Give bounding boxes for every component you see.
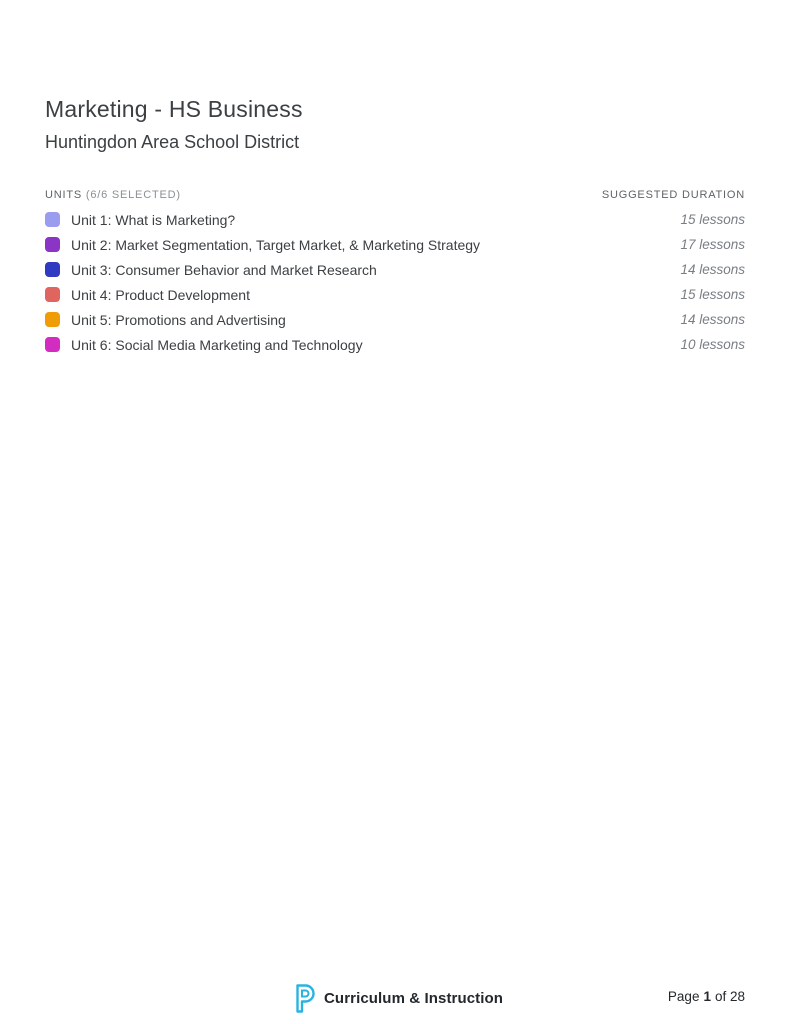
- units-selected-label: (6/6 SELECTED): [85, 189, 181, 201]
- unit-duration: 14 lessons: [680, 262, 745, 277]
- page-title: Marketing - HS Business: [45, 96, 303, 122]
- unit-title: Unit 4: Product Development: [71, 286, 250, 303]
- units-list: [45, 207, 745, 357]
- unit-duration: 10 lessons: [680, 337, 745, 352]
- units-header-left: [45, 189, 181, 201]
- footer-brand-name: Curriculum & Instruction: [324, 990, 504, 1007]
- suggested-duration-label: SUGGESTED DURATION: [601, 189, 745, 201]
- unit-row: [45, 257, 745, 282]
- footer-brand: [295, 984, 503, 1013]
- unit-row: [45, 207, 745, 232]
- page-number: [668, 989, 745, 1004]
- unit-row: [45, 232, 745, 257]
- page-number-suffix: of 28: [714, 989, 745, 1004]
- page-subtitle: Huntingdon Area School District: [45, 132, 300, 152]
- unit-duration: 15 lessons: [680, 287, 745, 302]
- unit-row: [45, 332, 745, 357]
- unit-color-swatch-icon: [45, 312, 60, 327]
- unit-title: Unit 3: Consumer Behavior and Market Research: [71, 261, 377, 278]
- unit-duration: 17 lessons: [680, 237, 745, 252]
- unit-color-swatch-icon: [45, 237, 60, 252]
- units-label: UNITS: [45, 189, 82, 201]
- unit-title: Unit 6: Social Media Marketing and Technology: [71, 336, 363, 353]
- page-number-prefix: Page: [667, 989, 700, 1004]
- unit-duration: 15 lessons: [680, 212, 745, 227]
- unit-row: [45, 282, 745, 307]
- unit-color-swatch-icon: [45, 212, 60, 227]
- unit-color-swatch-icon: [45, 337, 60, 352]
- unit-title: Unit 5: Promotions and Advertising: [71, 311, 286, 328]
- p-logo-icon: [295, 984, 315, 1013]
- unit-duration: 14 lessons: [680, 312, 745, 327]
- unit-color-swatch-icon: [45, 287, 60, 302]
- unit-title: Unit 2: Market Segmentation, Target Market, & Marketing Strategy: [71, 236, 481, 253]
- unit-row: [45, 307, 745, 332]
- unit-title: Unit 1: What is Marketing?: [71, 211, 236, 228]
- page-footer: [0, 984, 745, 1016]
- page-number-value: 1: [703, 989, 711, 1004]
- unit-color-swatch-icon: [45, 262, 60, 277]
- units-table-header: [45, 189, 745, 201]
